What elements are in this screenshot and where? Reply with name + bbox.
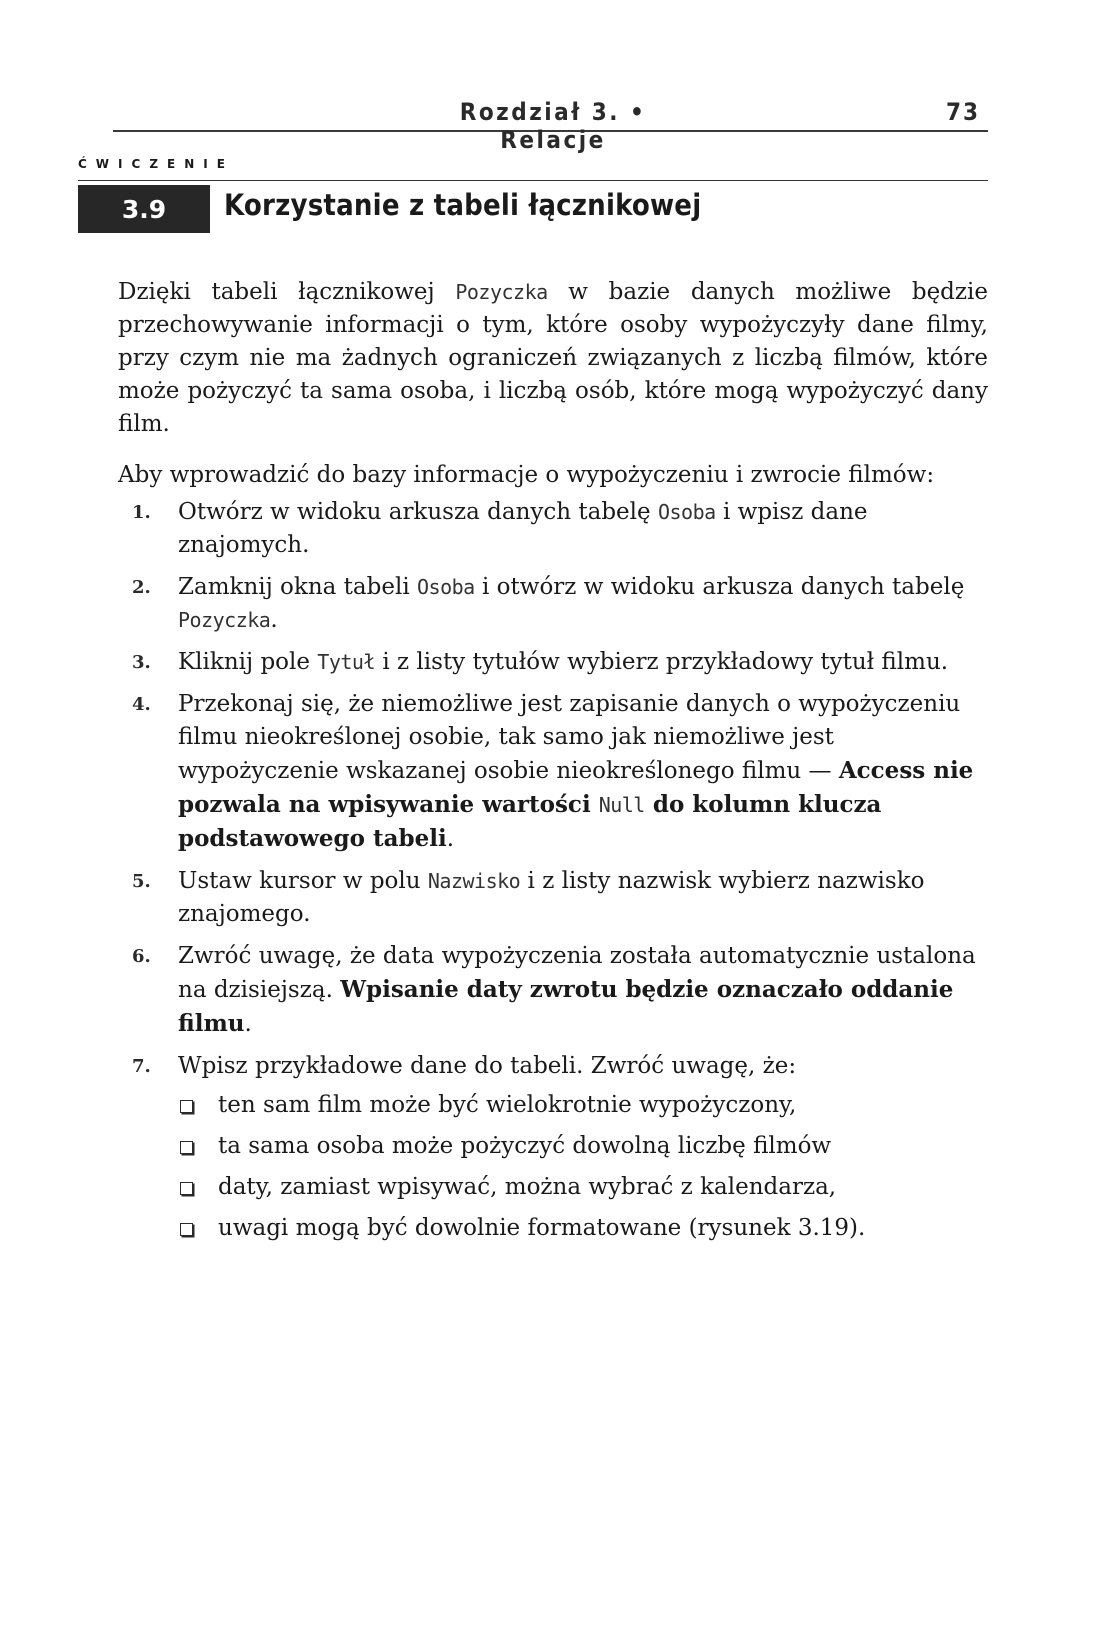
- bullet-item: [178, 1171, 988, 1204]
- bullet-text: daty, zamiast wpisywać, można wybrać z kalendarza,: [218, 1174, 837, 1200]
- checkbox-bullet-icon: [180, 1100, 193, 1113]
- bullet-item: [178, 1212, 988, 1245]
- code-pozyczka: Pozyczka: [178, 608, 271, 632]
- checkbox-bullet-icon: [180, 1141, 193, 1154]
- step-item: [118, 496, 988, 562]
- step-item: [118, 940, 988, 1041]
- step-number: 1.: [132, 502, 151, 523]
- step-text: Ustaw kursor w polu: [178, 868, 428, 894]
- intro-text-1: Dzięki tabeli łącznikowej: [118, 279, 456, 305]
- step-text: Otwórz w widoku arkusza danych tabelę: [178, 499, 658, 525]
- step-text: Kliknij pole: [178, 649, 318, 675]
- step-text: i otwórz w widoku arkusza danych tabelę: [474, 574, 965, 600]
- step-emphasis: Wpisanie daty zwrotu będzie oznaczało oddanie filmu: [178, 976, 954, 1037]
- step-text: Zwróć uwagę, że data wypożyczenia została automatycznie ustalona na dzisiejszą.: [178, 943, 976, 1003]
- step-text: i z listy nazwisk wybierz nazwisko znajomego.: [178, 868, 925, 927]
- bullet-text: uwagi mogą być dowolnie formatowane (rysunek 3.19).: [218, 1215, 866, 1241]
- code-tytul: Tytuł: [317, 650, 376, 674]
- step-item: [118, 688, 988, 856]
- step-text: .: [270, 607, 278, 633]
- chapter-title: Rozdział 3. • Relacje: [459, 98, 647, 154]
- intro-paragraph: [118, 276, 988, 441]
- step-emphasis: Access nie pozwala na wpisywanie wartości: [178, 757, 974, 818]
- step-item: [118, 865, 988, 931]
- page-number: 73: [945, 98, 980, 126]
- step-number: 3.: [132, 652, 151, 673]
- checkbox-bullet-icon: [180, 1182, 193, 1195]
- step-text: .: [244, 1011, 252, 1037]
- checkbox-bullet-icon: [180, 1223, 193, 1236]
- lead-paragraph: Aby wprowadzić do bazy informacje o wypożyczeniu i zwrocie filmów:: [118, 462, 935, 488]
- step-number: 4.: [132, 694, 151, 715]
- step-item: [118, 1050, 988, 1245]
- step-emphasis: do kolumn klucza podstawowego tabeli: [178, 791, 882, 852]
- exercise-label: ĆWICZENIE: [78, 157, 234, 171]
- code-osoba: Osoba: [657, 500, 716, 524]
- code-nazwisko: Nazwisko: [427, 869, 521, 893]
- bullet-list: [178, 1089, 988, 1245]
- exercise-rule: [78, 180, 988, 181]
- exercise-title: Korzystanie z tabeli łącznikowej: [224, 188, 702, 222]
- intro-text-2: w bazie danych możliwe będzie przechowywanie informacji o tym, które osoby wypożyczyły dane filmy, przy czym nie ma żadnych ograniczeń związanych z liczbą filmów, które może pożyczyć ta sama osoba, i liczbą osób, które mogą wypożyczyć dany film.: [118, 279, 988, 437]
- step-number: 5.: [132, 871, 151, 892]
- steps-list: [118, 496, 988, 1254]
- step-text: Zamknij okna tabeli: [178, 574, 417, 600]
- step-number: 7.: [132, 1056, 151, 1077]
- step-text: .: [446, 826, 455, 852]
- step-text: i z listy tytułów wybierz przykładowy tytuł filmu.: [375, 649, 949, 675]
- step-text: Wpisz przykładowe dane do tabeli. Zwróć uwagę, że:: [178, 1053, 797, 1079]
- bullet-item: [178, 1130, 988, 1163]
- step-text: Przekonaj się, że niemożliwe jest zapisanie danych o wypożyczeniu filmu nieokreślonej osobie, tak samo jak niemożliwe jest wypożyczenie wskazanej osobie nieokreślonego filmu —: [178, 691, 961, 784]
- step-item: [118, 646, 988, 679]
- code-osoba: Osoba: [416, 575, 475, 599]
- bullet-text: ten sam film może być wielokrotnie wypożyczony,: [218, 1092, 797, 1118]
- code-null: Null: [598, 793, 645, 817]
- running-header: [113, 96, 988, 154]
- exercise-number-box: [78, 185, 210, 233]
- step-item: [118, 571, 988, 637]
- step-number: 6.: [132, 946, 151, 967]
- bullet-text: ta sama osoba może pożyczyć dowolną liczbę filmów: [218, 1133, 832, 1159]
- bullet-item: [178, 1089, 988, 1122]
- step-number: 2.: [132, 577, 151, 598]
- exercise-number: 3.9: [121, 194, 167, 224]
- step-text: i wpisz dane znajomych.: [178, 499, 868, 558]
- code-pozyczka: Pozyczka: [455, 280, 548, 304]
